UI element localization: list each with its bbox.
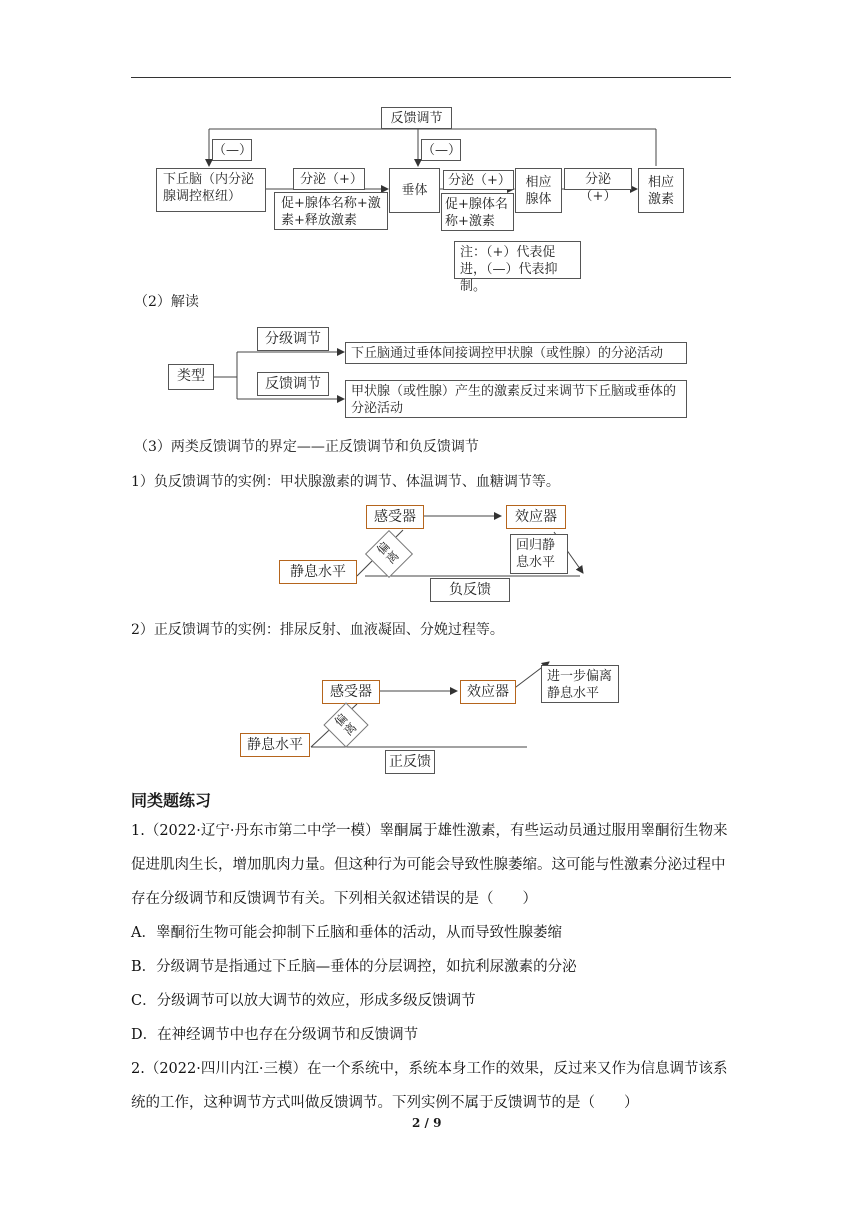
section-2-title: （2）解读 [134,294,199,310]
positive-feedback-label: 正反馈 [385,750,435,774]
positive-feedback-intro: 2）正反馈调节的实例：排尿反射、血液凝固、分娩过程等。 [131,622,504,638]
negative-receptor-box: 感受器 [366,505,424,529]
secrete-label-1: 分泌（+） [293,168,365,190]
negative-deviate-label: 偏离 [365,530,413,578]
negative-resting-box: 静息水平 [279,560,357,584]
secrete-label-2: 分泌（+） [443,170,514,190]
inhibit-label-1: （—） [212,139,252,161]
secrete-label-3: 分泌（+） [564,168,632,190]
section-3-title: （3）两类反馈调节的界定——正反馈调节和负反馈调节 [134,439,479,455]
feedback-desc: 甲状腺（或性腺）产生的激素反过来调节下丘脑或垂体的分泌活动 [345,380,687,418]
question-1-stem [131,814,731,916]
feedback-type-label: 反馈调节 [257,372,329,396]
positive-resting-box: 静息水平 [240,733,310,757]
question-1-option-b: B．分级调节是指通过下丘脑—垂体的分层调控，如抗利尿激素的分泌 [131,959,577,975]
question-2-text: 2.（2022·四川内江·三模）在一个系统中，系统本身工作的效果，反过来又作为信息调节该系统的工作，这种调节方式叫做反馈调节。下列实例不属于反馈调节的是（ ） [131,1061,728,1111]
question-1-option-a: A．睾酮衍生物可能会抑制下丘脑和垂体的活动，从而导致性腺萎缩 [131,925,562,941]
release-hormone-note: 促+腺体名称+激素+释放激素 [274,192,388,230]
hierarchical-desc: 下丘脑通过垂体间接调控甲状腺（或性腺）的分泌活动 [345,342,687,364]
pituitary-box: 垂体 [389,168,440,213]
type-box: 类型 [168,364,214,390]
positive-deviate-label: 偏离 [323,702,368,747]
hypothalamus-box: 下丘脑（内分泌腺调控枢纽） [156,168,266,212]
page-number: 2 / 9 [412,1116,442,1130]
positive-receptor-box: 感受器 [322,680,380,704]
question-2-stem [131,1052,731,1120]
negative-return-label: 回归静息水平 [510,534,568,574]
negative-feedback-label: 负反馈 [430,578,510,602]
negative-feedback-intro: 1）负反馈调节的实例：甲状腺激素的调节、体温调节、血糖调节等。 [131,474,560,490]
negative-effector-box: 效应器 [506,505,566,529]
question-1-option-d: D．在神经调节中也存在分级调节和反馈调节 [131,1027,419,1043]
hierarchical-label: 分级调节 [257,327,329,351]
feedback-label-box: 反馈调节 [381,107,452,129]
practice-heading: 同类题练习 [131,791,212,810]
gland-box: 相应腺体 [515,168,562,213]
legend-note: 注：（+）代表促进，（—）代表抑制。 [454,241,581,279]
tropic-hormone-note: 促+腺体名称+激素 [441,193,514,231]
question-1-text: 1.（2022·辽宁·丹东市第二中学一模）睾酮属于雄性激素，有些运动员通过服用睾酮衍生物来促进肌肉生长，增加肌肉力量。但这种行为可能会导致性腺萎缩。这可能与性激素分泌过程中存在分级调节和反馈调节有关。下列相关叙述错误的是（ ） [131,823,728,907]
positive-further-label: 进一步偏离静息水平 [541,665,619,703]
inhibit-label-2: （—） [421,139,461,161]
positive-effector-box: 效应器 [460,680,516,704]
hormone-box: 相应激素 [638,168,684,213]
question-1-option-c: C．分级调节可以放大调节的效应，形成多级反馈调节 [131,993,476,1009]
